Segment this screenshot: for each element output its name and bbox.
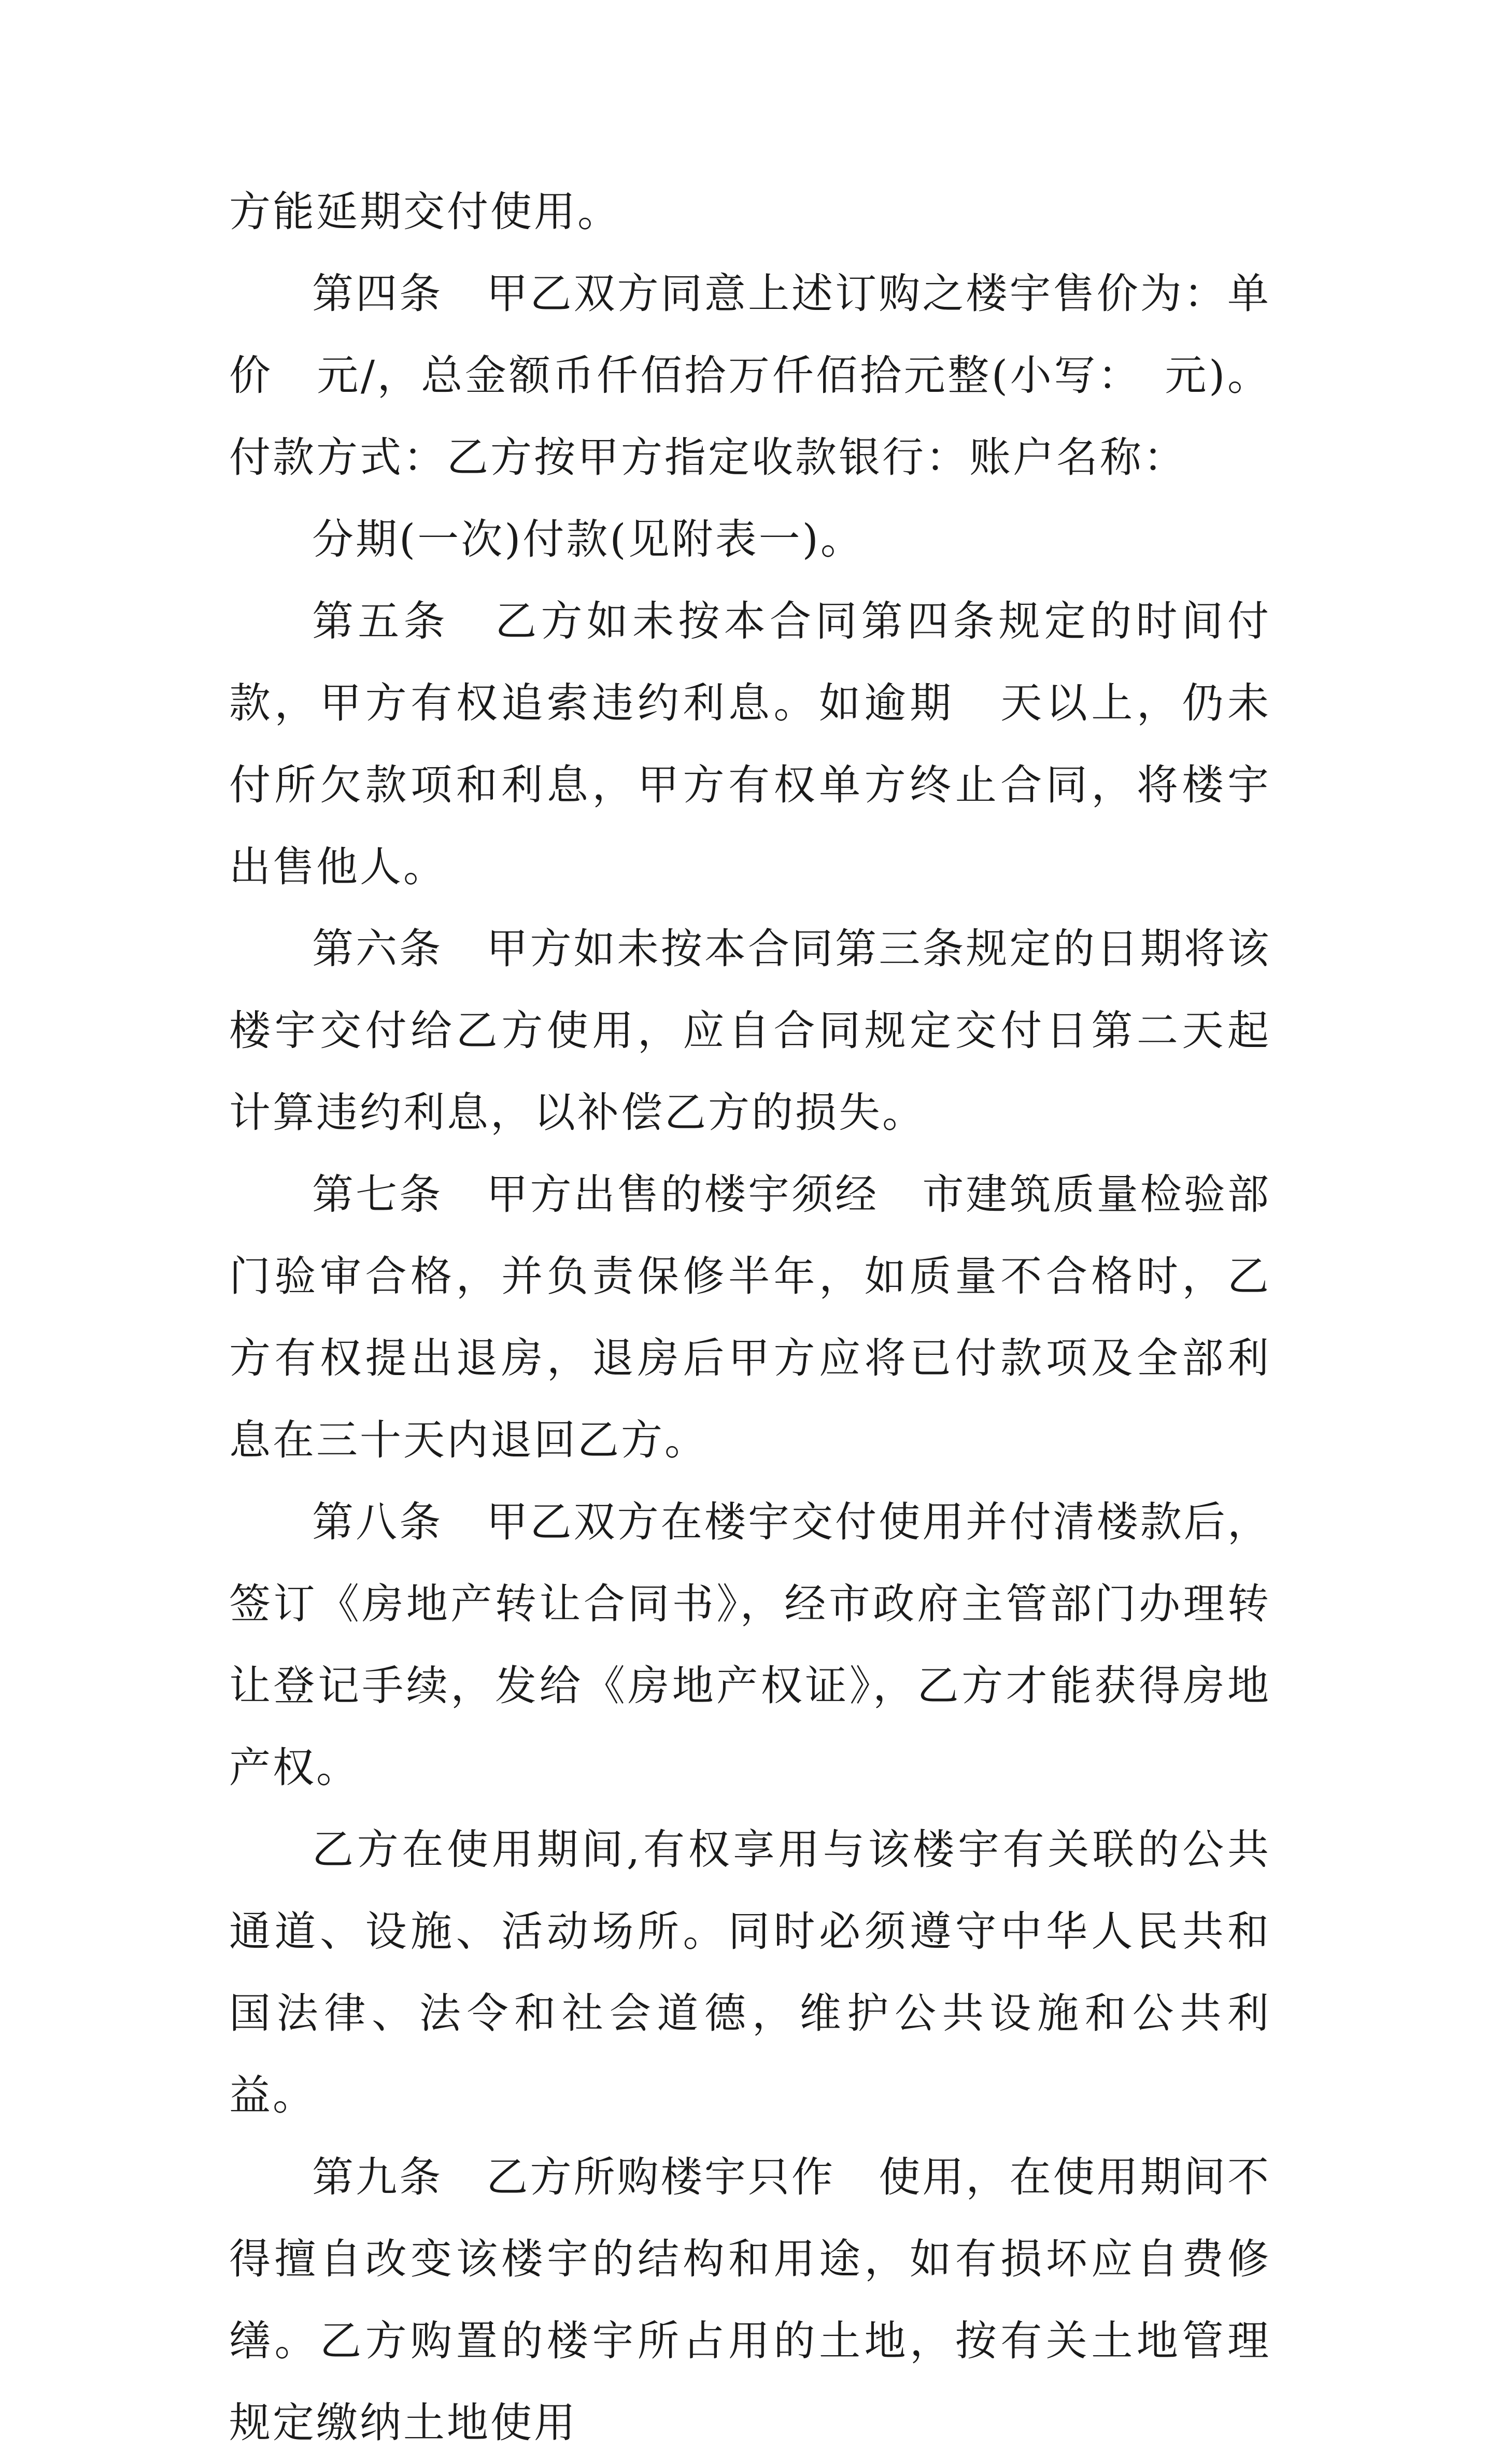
paragraph-article-6: 第六条 甲方如未按本合同第三条规定的日期将该楼宇交付给乙方使用，应自合同规定交付日第二天起计算违约利息，以补偿乙方的损失。 [229, 925, 1271, 1137]
paragraph-installment: 分期(一次)付款(见附表一)。 [312, 515, 864, 563]
paragraph-article-7: 第七条 甲方出售的楼宇须经 市建筑质量检验部门验审合格，并负责保修半年，如质量不合格时，乙方有权提出退房，退房后甲方应将已付款项及全部利息在三十天内退回乙方。 [229, 1170, 1271, 1464]
paragraph-article-5: 第五条 乙方如未按本合同第四条规定的时间付款，甲方有权追索违约利息。如逾期 天以上，仍未付所欠款项和利息，甲方有权单方终止合同，将楼宇出售他人。 [229, 597, 1271, 891]
paragraph-usage-rights: 乙方在使用期间,有权享用与该楼宇有关联的公共通道、设施、活动场所。同时必须遵守中华人民共和国法律、法令和社会道德，维护公共设施和公共利益。 [229, 1825, 1271, 2119]
paragraph-continuation: 方能延期交付使用。 [229, 188, 621, 236]
document-body [229, 171, 1271, 2464]
paragraph-article-8: 第八条 甲乙双方在楼宇交付使用并付清楼款后，签订《房地产转让合同书》，经市政府主管部门办理转让登记手续，发给《房地产权证》，乙方才能获得房地产权。 [229, 1498, 1271, 1792]
paragraph-article-4: 第四条 甲乙双方同意上述订购之楼宇售价为：单价 元/，总金额币仟佰拾万仟佰拾元整(小写： 元)。付款方式：乙方按甲方指定收款银行：账户名称： [229, 270, 1271, 482]
paragraph-article-9: 第九条 乙方所购楼宇只作 使用，在使用期间不得擅自改变该楼宇的结构和用途，如有损坏应自费修缮。乙方购置的楼宇所占用的土地，按有关土地管理规定缴纳土地使用 [229, 2153, 1271, 2447]
